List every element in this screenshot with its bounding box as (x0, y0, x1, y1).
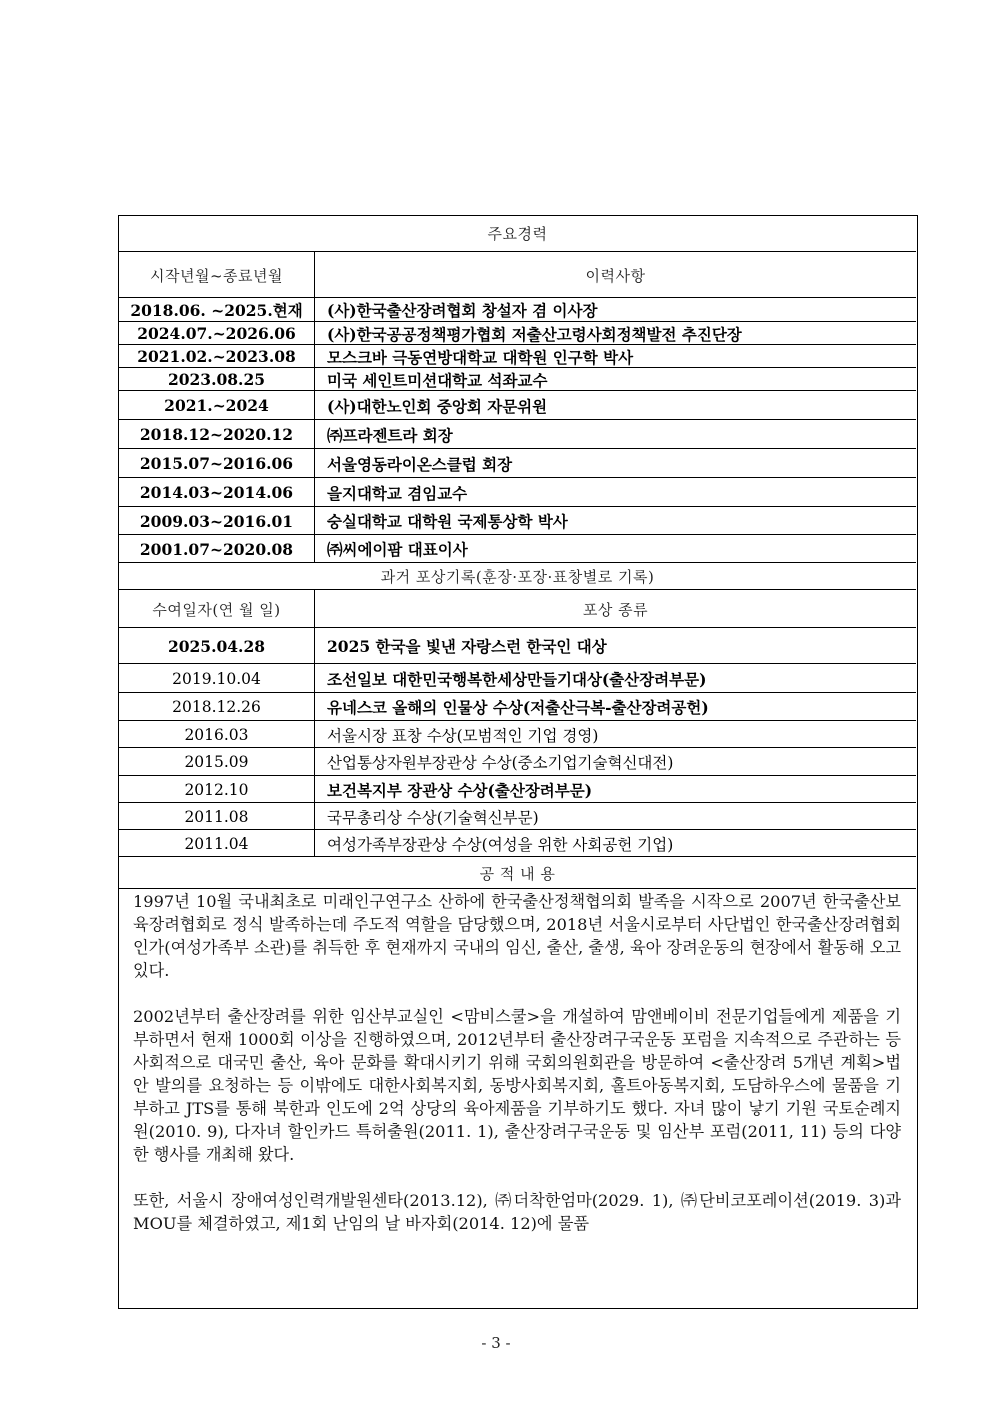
career-detail: (사)한국출산장려협회 창설자 겸 이사장 (314, 298, 916, 322)
career-detail: ㈜씨에이팜 대표이사 (314, 535, 916, 563)
career-period: 2023.08.25 (167, 370, 266, 389)
page-number: - 3 - (481, 1334, 511, 1352)
awards-title-row (119, 562, 916, 589)
career-detail: 을지대학교 겸임교수 (314, 478, 916, 507)
achievement-paragraph-2: 2002년부터 출산장려를 위한 임산부교실인 <맘비스쿨>을 개설하여 맘앤베이비 전문기업들에게 제품을 기부하면서 현재 1000회 이상을 진행하였으며, 2012년부터 출산장려구국운동 포럼을 지속적으로 주관하는 등 사회적으로 대국민 출산, 육아 문화를 확대시키기 위해 국회의원회관을 방문하여 <출산장려 5개년 계획>법안 발의를 요청하는 등 이밖에도 대한사회복지회, 동방사회복지회, 홀트아동복지회, 도담하우스에 물품을 기부하고 JTS를 통해 북한과 인도에 2억 상당의 육아제품을 기부하기도 했다. 자녀 많이 낳기 기원 국토순례지원(2010. 9), 다자녀 할인카드 특허출원(2011. 1), 출산장려구국운동 및 임산부 포럼(2011, 11) 등의 다양한 행사를 개최해 왔다. (133, 1007, 901, 1164)
career-period: 2015.07~2016.06 (139, 454, 294, 473)
award-date: 2012.10 (184, 780, 249, 799)
award-date: 2018.12.26 (172, 698, 261, 716)
career-detail: 모스크바 극동연방대학교 대학원 인구학 박사 (314, 345, 916, 368)
award-type: 유네스코 올해의 인물상 수상(저출산극복-출산장려공헌) (314, 693, 916, 721)
career-row (119, 534, 916, 562)
award-type: 조선일보 대한민국행복한세상만들기대상(출산장려부문) (314, 664, 916, 693)
career-row (119, 344, 916, 367)
career-detail: 미국 세인트미션대학교 석좌교수 (314, 368, 916, 391)
awards-header-row (119, 589, 916, 627)
award-row (119, 802, 916, 829)
award-type: 보건복지부 장관상 수상(출산장려부문) (314, 776, 916, 803)
award-type: 서울시장 표창 수상(모범적인 기업 경영) (314, 721, 916, 748)
award-row (119, 663, 916, 692)
award-date: 2016.03 (184, 725, 249, 744)
career-period: 2009.03~2016.01 (139, 511, 294, 531)
career-period: 2021.02.~2023.08 (137, 347, 296, 366)
career-header-row (119, 251, 916, 297)
career-detail-header: 이력사항 (314, 252, 916, 298)
awards-date-header: 수여일자(연 월 일) (152, 600, 281, 619)
awards-type-header: 포상 종류 (314, 590, 916, 628)
career-detail: (사)대한노인회 중앙회 자문위원 (314, 391, 916, 420)
award-type: 여성가족부장관상 수상(여성을 위한 사회공헌 기업) (314, 830, 916, 857)
award-row (119, 720, 916, 747)
achievements-body (133, 890, 901, 1235)
career-row (119, 390, 916, 419)
career-period: 2018.12~2020.12 (139, 425, 294, 444)
career-period: 2021.~2024 (164, 396, 269, 415)
achievements-title: 공 적 내 용 (479, 865, 556, 883)
career-period-header: 시작년월~종료년월 (150, 266, 283, 285)
career-detail: ㈜프라젠트라 회장 (314, 420, 916, 449)
career-title: 주요경력 (487, 225, 548, 243)
career-row (119, 321, 916, 344)
career-row (119, 367, 916, 390)
award-date: 2011.08 (184, 807, 249, 826)
award-row (119, 692, 916, 720)
award-row (119, 829, 916, 856)
career-row (119, 448, 916, 477)
award-date: 2019.10.04 (172, 669, 261, 688)
career-period: 2024.07.~2026.06 (137, 324, 296, 343)
career-row (119, 477, 916, 506)
award-type: 국무총리상 수상(기술혁신부문) (314, 803, 916, 830)
award-row (119, 627, 916, 663)
achievement-paragraph-3: 또한, 서울시 장애여성인력개발원센타(2013.12), ㈜더착한엄마(2029. 1), ㈜단비코포레이션(2019. 3)과 MOU를 체결하였고, 제1회 난임의 날 바자회(2014. 12)에 물품 (133, 1191, 901, 1233)
career-period: 2018.06. ~2025.현재 (130, 301, 303, 320)
record-form (118, 215, 918, 1309)
award-date: 2025.04.28 (167, 636, 266, 656)
award-date: 2015.09 (184, 753, 249, 771)
awards-title: 과거 포상기록(훈장·포장·표창별로 기록) (380, 568, 655, 586)
award-date: 2011.04 (184, 834, 249, 853)
career-row (119, 506, 916, 534)
award-row (119, 775, 916, 802)
career-detail: 서울영동라이온스클럽 회장 (314, 449, 916, 478)
award-row (119, 747, 916, 775)
award-type: 산업통상자원부장관상 수상(중소기업기술혁신대전) (314, 748, 916, 776)
career-period: 2014.03~2014.06 (139, 483, 294, 502)
achievement-paragraph-1: 1997년 10월 국내최초로 미래인구연구소 산하에 한국출산정책협의회 발족을 시작으로 2007년 한국출산보육장려협회로 정식 발족하는데 주도적 역할을 담당했으며, 2018년 서울시로부터 사단법인 한국출산장려협회 인가(여성가족부 소관)를 취득한 후 현재까지 국내의 임신, 출산, 출생, 육아 장려운동의 현장에서 활동해 오고 있다. (133, 892, 901, 980)
achievements-title-row (119, 856, 916, 889)
career-period: 2001.07~2020.08 (139, 539, 294, 559)
award-type: 2025 한국을 빛낸 자랑스런 한국인 대상 (314, 628, 916, 664)
career-detail: 숭실대학교 대학원 국제통상학 박사 (314, 507, 916, 535)
career-detail: (사)한국공공정책평가협회 저출산고령사회정책발전 추진단장 (314, 322, 916, 345)
career-row (119, 297, 916, 321)
career-row (119, 419, 916, 448)
